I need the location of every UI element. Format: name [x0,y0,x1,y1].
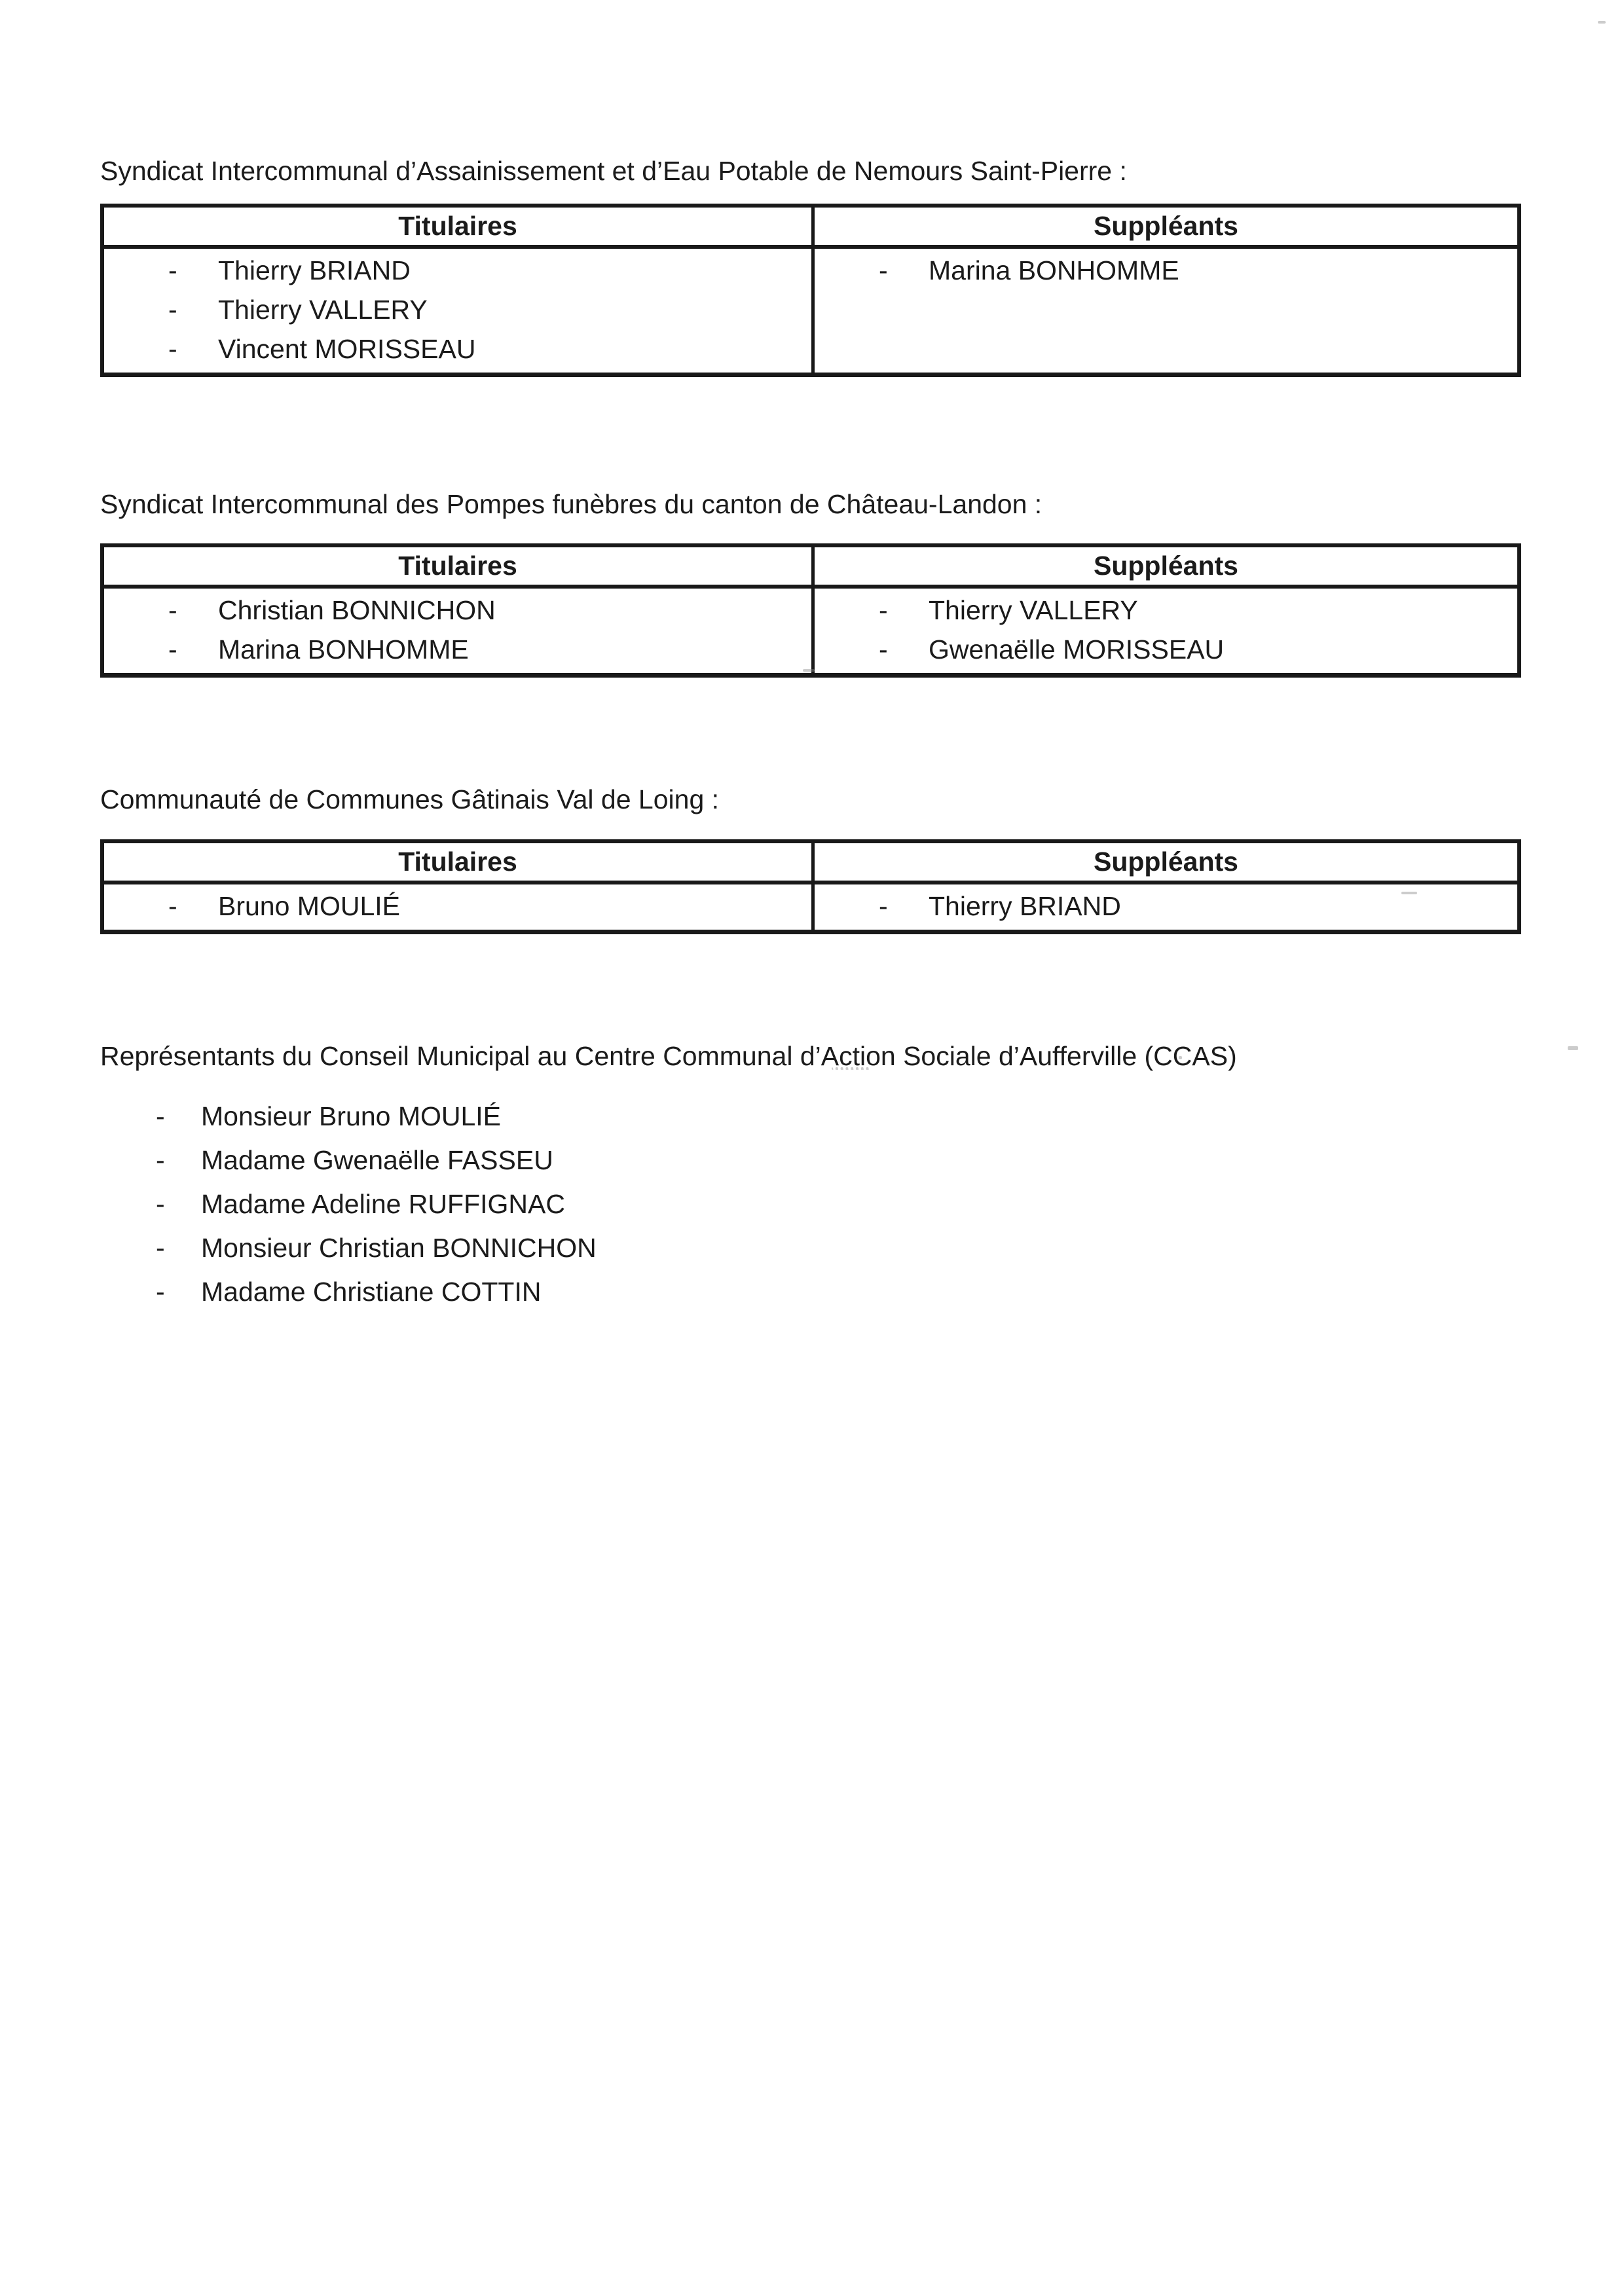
list-item [815,251,1517,290]
dash-bullet: - [168,891,177,921]
suppleants-cell [813,587,1520,676]
dash-bullet: - [156,1101,165,1131]
scan-artifact [803,669,815,672]
titulaires-cell [102,587,813,676]
dash-bullet: - [168,255,177,285]
table-body [102,247,1519,375]
person-name: Vincent MORISSEAU [218,334,476,364]
header-row [102,206,1519,247]
dash-bullet: - [879,595,888,625]
scan-artifact [1179,1056,1182,1059]
dash-bullet: - [168,634,177,665]
person-name: Madame Adeline RUFFIGNAC [201,1189,565,1219]
table-communaute-communes [100,839,1521,934]
person-name: Thierry BRIAND [929,891,1121,921]
section-heading-assainissement: Syndicat Intercommunal d’Assainissement et d’Eau Potable de Nemours Saint-Pierre : [100,156,1127,186]
scan-artifact [1598,21,1606,24]
list-item [815,630,1517,669]
person-name: Monsieur Bruno MOULIÉ [201,1101,502,1131]
list-item [104,630,811,669]
dash-bullet: - [879,634,888,665]
suppleants-cell [813,247,1520,375]
list-item [104,290,811,329]
person-name: Christian BONNICHON [218,595,496,625]
column-header-titulaires: Titulaires [102,545,813,587]
column-header-suppleants: Suppléants [813,206,1520,247]
scan-artifact [1568,1046,1578,1050]
column-header-titulaires: Titulaires [102,841,813,883]
column-header-titulaires: Titulaires [102,206,813,247]
ccas-members-list [100,1095,1580,1314]
dash-bullet: - [156,1145,165,1175]
person-name: Marina BONHOMME [929,255,1179,285]
dash-bullet: - [168,334,177,364]
list-item [100,1182,1580,1226]
table-row [102,883,1519,932]
dash-bullet: - [156,1233,165,1263]
suppleants-cell [813,883,1520,932]
list-item [815,591,1517,630]
person-name: Thierry VALLERY [218,295,428,325]
section-heading-communaute-communes: Communauté de Communes Gâtinais Val de Loing : [100,784,720,814]
person-name: Marina BONHOMME [218,634,469,665]
dash-bullet: - [156,1189,165,1219]
table-head [102,841,1519,883]
table-body [102,883,1519,932]
person-name: Gwenaëlle MORISSEAU [929,634,1225,665]
dash-bullet: - [156,1277,165,1307]
dash-bullet: - [879,255,888,285]
person-name: Thierry BRIAND [218,255,411,285]
scan-artifact [832,1067,870,1070]
table-row [102,587,1519,676]
table-row [102,247,1519,375]
person-name: Thierry VALLERY [929,595,1138,625]
person-name: Madame Christiane COTTIN [201,1277,542,1307]
list-item [100,1270,1580,1314]
dash-bullet: - [879,891,888,921]
table-head [102,545,1519,587]
scan-artifact [1401,892,1417,894]
person-name: Monsieur Christian BONNICHON [201,1233,597,1263]
table-pompes-funebres [100,543,1521,678]
header-row [102,841,1519,883]
list-item [104,329,811,369]
section-heading-pompes-funebres: Syndicat Intercommunal des Pompes funèbres du canton de Château-Landon : [100,489,1043,519]
list-item [100,1139,1580,1182]
list-item [100,1226,1580,1270]
table-body [102,587,1519,676]
list-item [104,251,811,290]
list-item [104,886,811,926]
dash-bullet: - [168,595,177,625]
column-header-suppleants: Suppléants [813,545,1520,587]
column-header-suppleants: Suppléants [813,841,1520,883]
header-row [102,545,1519,587]
person-name: Bruno MOULIÉ [218,891,400,921]
titulaires-cell [102,247,813,375]
list-item [100,1095,1580,1139]
dash-bullet: - [168,295,177,325]
section-heading-ccas: Représentants du Conseil Municipal au Centre Communal d’Action Sociale d’Aufferville (CCAS) [100,1041,1237,1071]
person-name: Madame Gwenaëlle FASSEU [201,1145,553,1175]
titulaires-cell [102,883,813,932]
table-head [102,206,1519,247]
table-assainissement [100,204,1521,377]
list-item [104,591,811,630]
